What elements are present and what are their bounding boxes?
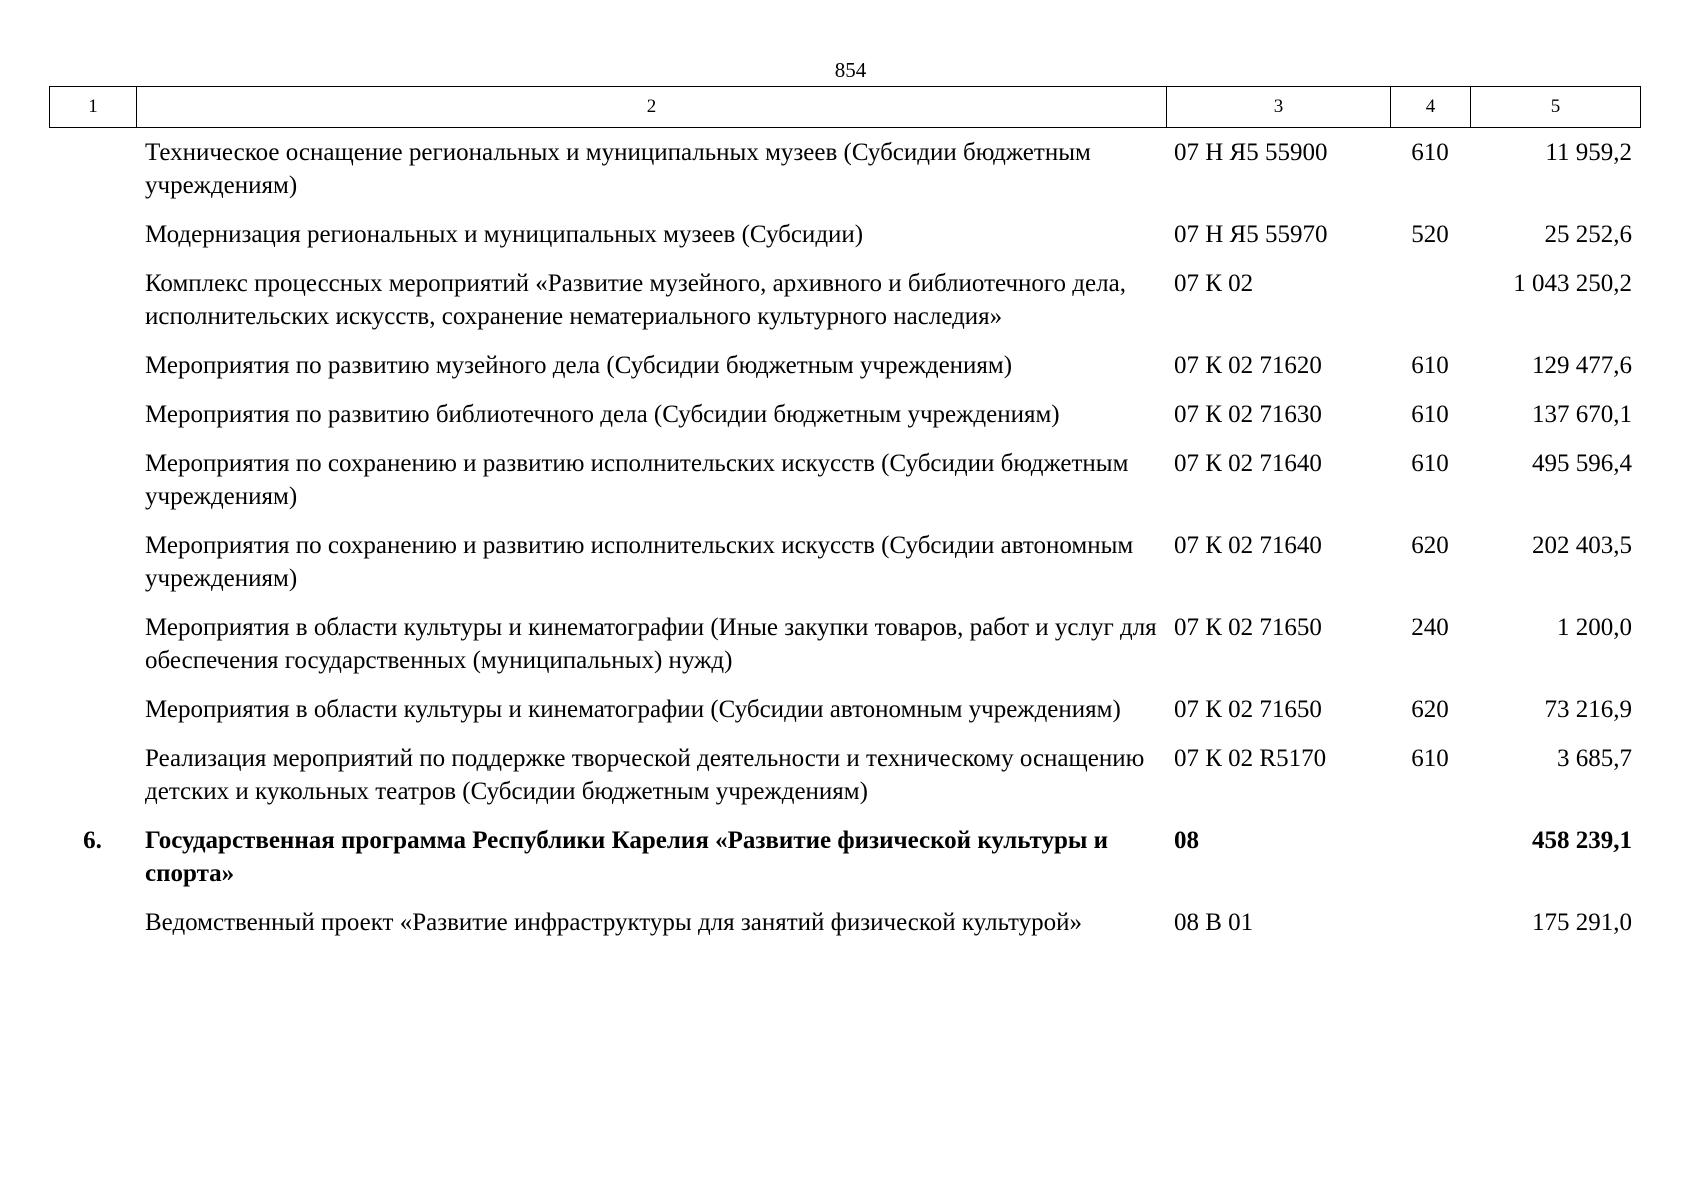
row-expense-type: 520 [1411, 221, 1449, 248]
row-amount: 129 477,6 [1532, 352, 1632, 379]
row-amount: 73 216,9 [1544, 696, 1632, 723]
row-amount: 202 403,5 [1532, 532, 1632, 559]
column-header-4: 4 [1391, 87, 1471, 128]
row-amount: 25 252,6 [1544, 221, 1632, 248]
table-row [49, 816, 1640, 898]
table-row [49, 390, 1640, 439]
table-row [49, 439, 1640, 521]
row-code: 07 Н Я5 55970 [1174, 221, 1328, 248]
row-code: 08 В 01 [1174, 909, 1254, 936]
row-code: 07 К 02 71640 [1174, 532, 1322, 559]
row-code: 07 К 02 R5170 [1174, 745, 1327, 772]
row-name: Мероприятия в области культуры и кинематографии (Иные закупки товаров, работ и услуг для обеспечения государственных (муниципальных) нужд) [145, 614, 1157, 674]
row-name: Мероприятия по сохранению и развитию исполнительских искусств (Субсидии автономным учреждениям) [145, 532, 1134, 592]
row-code: 07 К 02 71630 [1174, 401, 1322, 428]
row-amount: 1 043 250,2 [1513, 270, 1632, 297]
row-code: 07 К 02 71650 [1174, 696, 1322, 723]
column-header-1: 1 [50, 87, 137, 128]
table-row [49, 603, 1640, 685]
row-expense-type: 610 [1411, 401, 1449, 428]
row-expense-type: 620 [1411, 532, 1449, 559]
row-number [49, 742, 136, 808]
row-number [49, 693, 136, 726]
row-number [49, 447, 136, 513]
row-code: 07 К 02 71620 [1174, 352, 1322, 379]
row-code: 07 К 02 71650 [1174, 614, 1322, 641]
row-expense-type: 610 [1411, 745, 1449, 772]
row-name: Государственная программа Республики Карелия «Развитие физической культуры и спорта» [145, 827, 1109, 887]
row-expense-type [1390, 267, 1470, 333]
row-expense-type: 240 [1411, 614, 1449, 641]
row-number [49, 349, 136, 382]
row-code: 07 Н Я5 55900 [1174, 139, 1328, 166]
row-name: Модернизация региональных и муниципальных музеев (Субсидии) [145, 221, 864, 248]
row-name: Реализация мероприятий по поддержке творческой деятельности и техническому оснащению детских и кукольных театров (Субсидии бюджетным учреждениям) [145, 745, 1145, 805]
table-row [49, 210, 1640, 259]
column-header-row [50, 87, 1641, 128]
row-amount: 1 200,0 [1557, 614, 1632, 641]
row-name: Мероприятия по развитию музейного дела (Субсидии бюджетным учреждениям) [145, 352, 1013, 379]
row-expense-type: 610 [1411, 450, 1449, 477]
row-expense-type [1390, 824, 1470, 890]
column-header-3: 3 [1167, 87, 1391, 128]
table-row [49, 685, 1640, 734]
row-number [49, 529, 136, 595]
row-number [49, 218, 136, 251]
row-number: 6. [83, 827, 102, 854]
table-row [49, 521, 1640, 603]
row-expense-type [1390, 906, 1470, 939]
table-row [49, 128, 1640, 210]
row-amount: 175 291,0 [1532, 909, 1632, 936]
row-name: Ведомственный проект «Развитие инфраструктуры для занятий физической культурой» [145, 909, 1082, 936]
row-amount: 11 959,2 [1545, 139, 1632, 166]
row-name: Техническое оснащение региональных и муниципальных музеев (Субсидии бюджетным учреждениям) [145, 139, 1091, 199]
row-amount: 137 670,1 [1532, 401, 1632, 428]
row-name: Мероприятия по сохранению и развитию исполнительских искусств (Субсидии бюджетным учреждениям) [145, 450, 1129, 510]
column-header-2: 2 [137, 87, 1167, 128]
column-header-5: 5 [1471, 87, 1641, 128]
row-expense-type: 610 [1411, 352, 1449, 379]
row-amount: 3 685,7 [1557, 745, 1632, 772]
row-code: 07 К 02 71640 [1174, 450, 1322, 477]
row-code: 07 К 02 [1174, 270, 1254, 297]
row-number [49, 398, 136, 431]
row-number [49, 267, 136, 333]
table-row [49, 259, 1640, 341]
row-number [49, 611, 136, 677]
page-number: 854 [834, 58, 867, 82]
column-header-table [49, 86, 1641, 128]
row-code: 08 [1174, 827, 1199, 854]
row-expense-type: 620 [1411, 696, 1449, 723]
row-amount: 495 596,4 [1532, 450, 1632, 477]
table-row [49, 734, 1640, 816]
row-amount: 458 239,1 [1532, 827, 1632, 854]
row-number [49, 906, 136, 939]
row-number [49, 136, 136, 202]
table-row [49, 341, 1640, 390]
row-name: Мероприятия в области культуры и кинематографии (Субсидии автономным учреждениям) [145, 696, 1121, 723]
row-name: Мероприятия по развитию библиотечного дела (Субсидии бюджетным учреждениям) [145, 401, 1060, 428]
row-expense-type: 610 [1411, 139, 1449, 166]
table-row [49, 898, 1640, 947]
table-body [49, 128, 1640, 947]
row-name: Комплекс процессных мероприятий «Развитие музейного, архивного и библиотечного дела, исполнительских искусств, сохранение нематериального культурного наследия» [145, 270, 1126, 330]
